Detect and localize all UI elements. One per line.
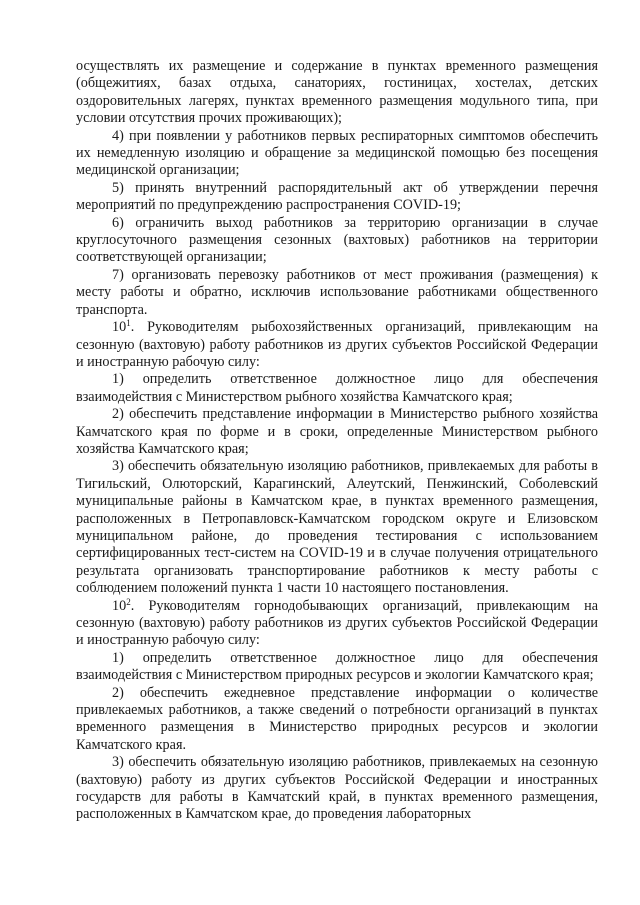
section-superscript: 2 [126,596,131,607]
paragraph-item-6 [76,215,598,267]
paragraph-10-1-item-1 [76,371,598,406]
paragraph-text: 1) определить ответственное должностное лицо для обеспечения взаимодействия с Министерством природных ресурсов и экологии Камчатского края; [76,649,598,684]
paragraph-text: 3) обеспечить обязательную изоляцию работников, привлекаемых на сезонную (вахтовую) работу из других субъектов Российской Федерации и иностранных государств для работы в Камчатский край, в пунктах временного размещения, расположенных в Камчатском крае, до проведения лабораторных [76,754,598,823]
section-10-2 [76,598,598,650]
paragraph-text: 2) обеспечить ежедневное представление информации о количестве привлекаемых работников, а также сведений о потребности организаций в пунктах временного размещения в Министерство природных ресурсов и экологии Камчатского края. [76,684,598,753]
paragraph-text: 1) определить ответственное должностное лицо для обеспечения взаимодействия с Министерством рыбного хозяйства Камчатского края; [76,371,598,405]
paragraph-text: 3) обеспечить обязательную изоляцию работников, привлекаемых для работы в Тигильский, Олюторский, Карагинский, Алеутский, Пенжинский, Соболевский муниципальные районы в Камчатском крае, в пунктах временного размещения, расположенных в Петропавловск-Камчатском городском округе и Елизовском муниципальном районе, до проведения тестирования с использованием сертифицированных тест-систем на COVID-19 и в случае получения отрицательного результата организовать транспортирование работников к месту работы с соблюдением положений пункта 1 части 10 настоящего постановления. [76,458,598,597]
paragraph-continuation [76,58,598,128]
paragraph-10-1-item-2 [76,406,598,458]
paragraph-10-2-item-3 [76,754,598,824]
paragraph-item-4 [76,128,598,180]
paragraph-text: . Руководителям горнодобывающих организаций, привлекающим на сезонную (вахтовую) работу работников из других субъектов Российской Федерации и иностранную рабочую силу: [76,597,598,649]
paragraph-text: 5) принять внутренний распорядительный акт об утверждении перечня мероприятий по предупреждению распространения COVID-19; [76,179,598,214]
document-page [76,58,598,824]
paragraph-10-2-item-1 [76,650,598,685]
paragraph-text: . Руководителям рыбохозяйственных организаций, привлекающим на сезонную (вахтовую) работу работников из других субъектов Российской Федерации и иностранную рабочую силу: [76,319,598,370]
section-superscript: 1 [126,318,131,329]
paragraph-10-2-item-2 [76,685,598,755]
paragraph-10-1-item-3 [76,458,598,597]
paragraph-text: 6) ограничить выход работников за территорию организации в случае круглосуточного размещения сезонных (вахтовых) работников на территории соответствующей организации; [76,214,598,266]
section-number: 10 [112,597,127,614]
paragraph-item-5 [76,180,598,215]
paragraph-text: осуществлять их размещение и содержание в пунктах временного размещения (общежитиях, базах отдыха, санаториях, гостиницах, хостелах, детских оздоровительных лагерях, пунктах временного размещения модульного типа, при условии отсутствия прочих проживающих); [76,58,598,127]
section-10-1 [76,319,598,371]
paragraph-item-7 [76,267,598,319]
paragraph-text: 4) при появлении у работников первых респираторных симптомов обеспечить их немедленную изоляцию и обращение за медицинской помощью без посещения медицинской организации; [76,127,598,179]
paragraph-text: 2) обеспечить представление информации в Министерство рыбного хозяйства Камчатского края по форме и в сроки, определенные Министерством рыбного хозяйства Камчатского края; [76,406,598,457]
section-number: 10 [112,319,127,336]
paragraph-text: 7) организовать перевозку работников от мест проживания (размещения) к месту работы и обратно, исключив использование работниками общественного транспорта. [76,266,598,318]
